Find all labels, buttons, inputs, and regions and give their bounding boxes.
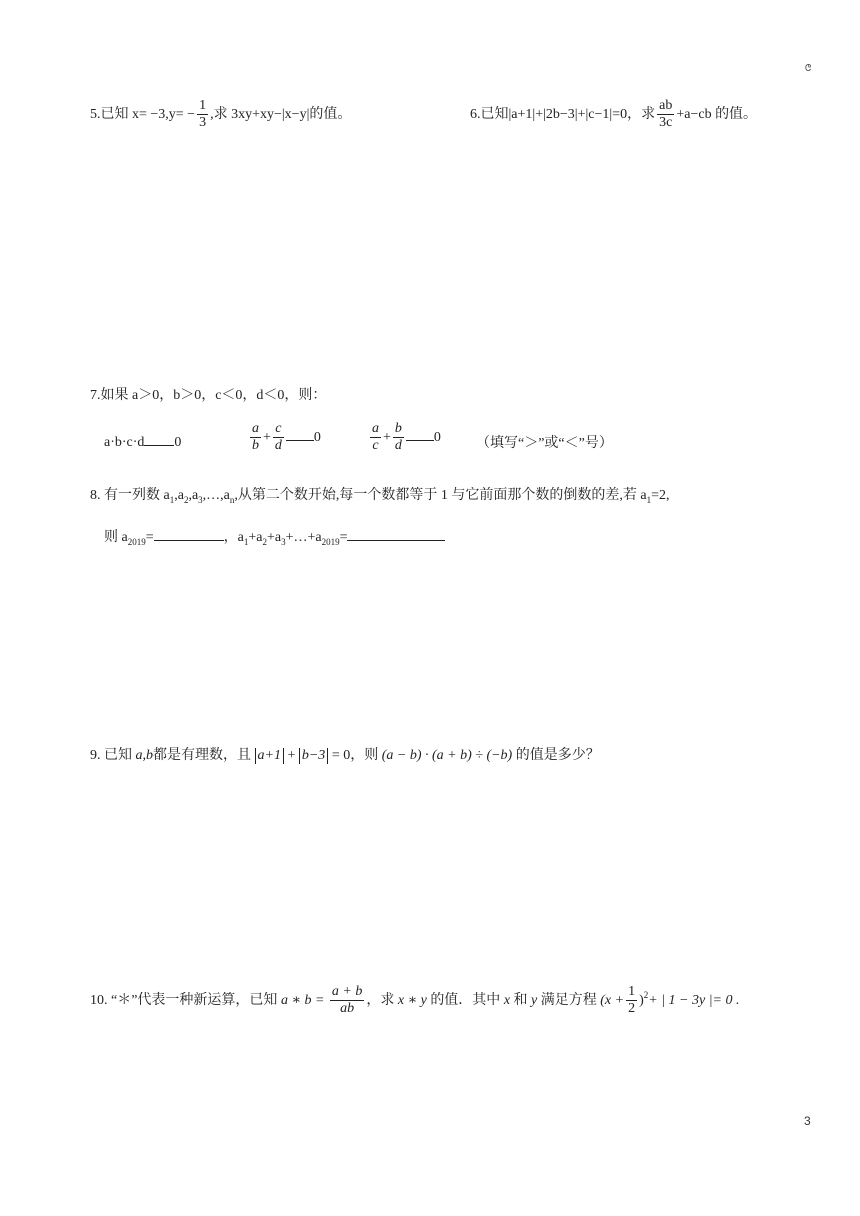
corner-mark: ల	[802, 63, 815, 72]
q7-hint: （填写“＞”或“＜”号）	[476, 436, 613, 451]
answer-blank[interactable]	[286, 427, 314, 441]
q5-fraction: $\frac{1}{3}$	[199, 98, 207, 131]
q9-expression: (a − b) · (a + b) ÷ (−b)	[381, 748, 513, 763]
question-8-line-2: 则 $a_{2019}=$ ，$a_1+a_2+a_3+\dots+a_{2019}=$	[104, 526, 445, 547]
question-10: 10. “＊”代表一种新运算，已知 a ∗ b = $\frac{a + b}{ab}$ ，求 x ∗ y 的值．其中 x 和 y 满足方程 (x + $\frac{1}{2}$ )$^2$+ | 1 − 3y |= 0 .	[90, 984, 740, 1017]
q6-text-post: +a−cb 的值。	[676, 106, 758, 122]
question-8-line-1: 8. 有一列数 $a_1,a_2,a_3,\dots,a_n$,从第二个数开始,每一个数都等于 1 与它前面那个数的倒数的差,若 $a_1=2$,	[90, 488, 670, 505]
answer-blank-a2019[interactable]	[154, 527, 224, 541]
q5-text-post: ,求 3xy+xy−|x−y|的值。	[210, 106, 352, 122]
question-7-stem: 7.如果 a＞0，b＞0，c＜0，d＜0，则：	[90, 388, 327, 403]
question-5	[90, 98, 351, 131]
question-9: 9. 已知 a,b都是有理数，且 a+1 + b−3 = 0，则 (a − b) · (a + b) ÷ (−b) 的值是多少？	[90, 748, 600, 763]
q10-definition-fraction: $\frac{a + b}{ab}$	[331, 984, 363, 1017]
answer-blank[interactable]	[406, 427, 434, 441]
answer-blank[interactable]	[144, 432, 174, 446]
q5-text-pre: 5.已知 x= −3,y= −	[90, 106, 196, 122]
q10-half-fraction: $\frac{1}{2}$	[628, 984, 636, 1017]
abs-value-b-minus-3: b−3	[299, 748, 328, 764]
question-6	[470, 98, 757, 131]
q7-item-1: a·b·c·d 0	[104, 432, 181, 451]
q7-item-2: $\frac{a}{b}$ + $\frac{c}{d}$ 0	[252, 421, 321, 454]
answer-blank-sum[interactable]	[347, 527, 445, 541]
q7-item-3: $\frac{a}{c}$ + $\frac{b}{d}$ 0	[372, 421, 441, 454]
page-number: 3	[804, 1114, 811, 1128]
q6-fraction: $\frac{ab}{3c}$	[659, 98, 673, 131]
abs-value-a-plus-1: a+1	[255, 748, 284, 764]
q6-text-pre: 6.已知|a+1|+|2b−3|+|c−1|=0，求	[470, 106, 656, 122]
